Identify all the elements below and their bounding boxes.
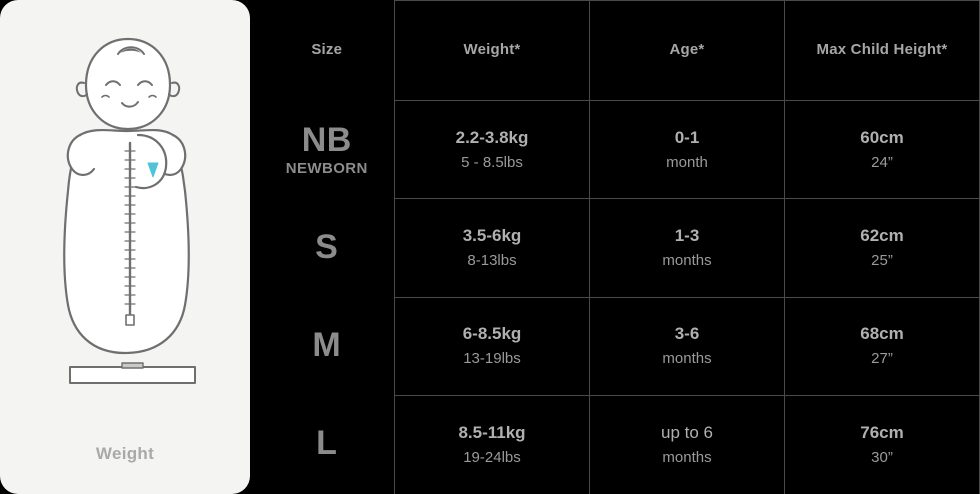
age-range: 0-1: [674, 127, 700, 147]
age-cell: [590, 199, 785, 297]
table-row: [260, 101, 980, 199]
weight-kg: 6-8.5kg: [462, 324, 522, 344]
size-sublabel: NEWBORN: [285, 159, 368, 177]
column-header-size: Size: [311, 41, 343, 59]
height-in: 30”: [871, 449, 893, 467]
age-unit: months: [662, 350, 712, 368]
age-range: 1-3: [674, 226, 700, 246]
height-cell: [785, 199, 980, 297]
age-unit: month: [666, 153, 708, 171]
height-cell: [785, 101, 980, 199]
size-cell: [260, 199, 395, 297]
weight-kg: 2.2-3.8kg: [455, 127, 529, 147]
size-cell: [260, 396, 395, 494]
weight-kg: 3.5-6kg: [462, 226, 522, 246]
height-cell: [785, 297, 980, 395]
size-label: M: [312, 326, 342, 365]
weight-cell: [395, 199, 590, 297]
table-row: [260, 396, 980, 494]
size-table: [260, 0, 980, 494]
size-label: L: [316, 424, 338, 463]
weight-kg: 8.5-11kg: [458, 423, 526, 443]
height-cm: 76cm: [860, 423, 904, 443]
table-row: [260, 297, 980, 395]
size-label: NB: [301, 120, 352, 159]
height-cm: 68cm: [860, 324, 904, 344]
height-in: 25”: [871, 252, 893, 270]
weight-cell: [395, 297, 590, 395]
height-cell: [785, 396, 980, 494]
swaddled-baby-illustration: [0, 18, 250, 398]
height-cm: 60cm: [860, 127, 904, 147]
table-row: [260, 199, 980, 297]
weight-cell: [395, 396, 590, 494]
panel-caption: Weight: [95, 444, 155, 463]
height-cm: 62cm: [860, 226, 904, 246]
column-header-weight: Weight*: [395, 1, 590, 101]
weight-lbs: 8-13lbs: [467, 252, 517, 270]
column-header-age: Age*: [590, 1, 785, 101]
age-cell: [590, 396, 785, 494]
size-label: S: [315, 227, 339, 266]
weight-lbs: 19-24lbs: [463, 449, 521, 467]
column-header-max-child-height: Max Child Height*: [785, 1, 980, 101]
age-unit: months: [662, 449, 712, 467]
size-cell: [260, 297, 395, 395]
size-cell: [260, 101, 395, 199]
size-table-container: [250, 0, 980, 494]
age-cell: [590, 101, 785, 199]
age-cell: [590, 297, 785, 395]
age-range: 3-6: [674, 324, 700, 344]
height-in: 24”: [871, 153, 893, 171]
weight-lbs: 13-19lbs: [463, 350, 521, 368]
age-unit: months: [662, 252, 712, 270]
table-header-row: [260, 1, 980, 101]
product-image-panel: [0, 0, 250, 494]
height-in: 27”: [871, 350, 893, 368]
weight-cell: [395, 101, 590, 199]
weight-lbs: 5 - 8.5lbs: [461, 153, 523, 171]
age-range: up to 6: [661, 423, 713, 443]
